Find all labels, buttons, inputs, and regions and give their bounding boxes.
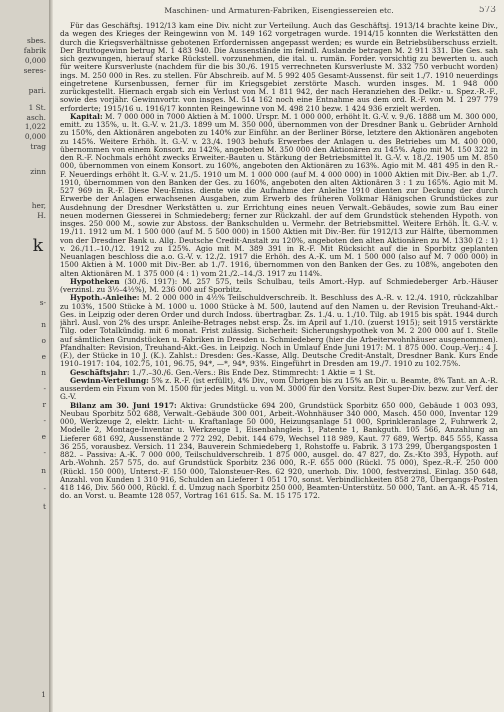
paragraph-text: M. 7 000 000 in 7000 Aktien à M. 1000. Urspr. M. 1 000 000, erhöht lt. G.-V. v. 9./6. 1888 um M. 300 000, emitt. zu 135%, u. lt. G.-V. v. 21./3. 1899 um M. 350 000, übernommen von der Dresdner Bank u. Gebrüder Arnhold zu 150%, den Aktionären angeboten zu 140% zur Einführ. an der Berliner Börse, letztere den Aktionären angeboten zu 145%. Weitere Erhöh. lt. G.-V. v. 23./4. 1903 behufs Erwerbes der Anlagen u. des Betriebes um M. 400 000, übernommen von einem Konsort. zu 142%, angeboten M. 350 000 den Aktionären zu 145%. Agio mit M. 150 322 in den R.-F. Nochmals erhöht zwecks Erweiter.-Bauten u. Stärkung der Betriebsmittel lt. G.-V. v. 18./2. 1905 um M. 850 000, übernommen von einem Konsort. zu 160%, angeboten den Aktionären zu 163%. Agio mit M. 481 495 in den R.-F. Neuerdings erhöht lt. G.-V. v. 21./5. 1910 um M. 1 000 000 (auf M. 4 000 000) in 1000 Aktien mit Div.-Ber. ab 1./7. 1910, übernommen von den Banken der Ges. zu 160%, angeboten den alten Aktionären 3 : 1 zu 165%. Agio mit M. 527 969 in R.-F. Diese Neu-Emiss. diente wie die Aufnahme der Anleihe 1910 dienten zur Deckung der durch Erwerbe der Anlagen erwachsenen Ausgaben, zum Erwerb des früheren Volkmar Hänigschen Grundstückes zur Ausdehnung der Dresdner Werkstätten u. zur Errichtung eines neuen Verwalt.-Gebäudes, sowie zum Bau einer neuen modernen Giesserei in Schmiedeberg; ferner zur Rückzahl. der auf dem Grundstück stehenden Hypoth. von insges. 250 000 M., sowie zur Abstoss. der Bankschulden u. Vermehr. der Betriebsmittel. Weitere Erhöh. lt. G.-V. v. 19./11. 1912 um M. 1 500 000 (auf M. 5 500 000) in 1500 Aktien mit Div.-Ber. für 1912/13 zur Hälfte, übernommen von der Dresdner Bank u. Allg. Deutsche Credit-Anstalt zu 120%, angeboten den alten Aktionären zu M. 1330 (2 : 1) v. 26./11.–10./12. 1912 zu 125%. Agio mit M. 389 391 in R.-F. Mit Rücksicht auf die in Sporbitz geplanten Neuanlagen beschloss die a.o. G.-V. v. 12./2. 1917 die Erhöh. des A.-K. um M. 1 500 000 (also auf M. 7 000 000) in 1500 Aktien à M. 1000 mit Div.-Ber. ab 1./7. 1916, übernommen von den Banken der Ges. zu 108%, angeboten den alten Aktionären M. 1 375 000 (4 : 1) vom 21./2.–14./3. 1917 zu 114%. — [60, 111, 498, 278]
section-label: Bilanz am 30. Juni 1917: — [70, 400, 177, 410]
paragraph-text: 1./7.–30./6. Gen.-Vers.: Bis Ende Dez. Stimmrecht: 1 Aktie = 1 St. — [131, 367, 376, 377]
paragraph-text: 5% z. R.-F. (ist erfüllt), 4% Div., vom Übrigen bis zu 15% an Dir. u. Beamte, 8% Tant. an A.-R. ausserdem ein Fixum von M. 1500 für jedes Mitgl. u. von M. 3000 für den Vorsitz. Rest Super-Div. bezw. zur Verf. der G.-V. — [60, 375, 498, 402]
paragraph-text: M. 2 000 000 in 4½% Teilschuldverschreib. lt. Beschluss des A.-R. v. 12./4. 1910, rückzahlbar zu 103%, 1500 Stücke à M. 1000 u. 1000 Stücke à M. 500, lautend auf den Namen u. der Revision Treuhand-Akt.-Ges. in Leipzig oder deren Order und durch Indoss. übertragbar. Zs. 1./4. u. 1./10. Tilg. ab 1915 bis spät. 1944 durch jährl. Ausl. von 2% des urspr. Anleihe-Betrages nebst ersp. Zs. im April auf 1./10. (zuerst 1915); seit 1915 verstärkte Tilg. oder Totalkündig. mit 6 monat. Frist zulässig. Sicherheit: Sicherungshypothek von M. 2 200 000 auf 1. Stelle auf sämtlichen Grundstücken u. Fabriken in Dresden u. Schmiedeberg (hier die Arbeiterwohnhäuser ausgenommen). Pfandhalter: Revision, Treuhand-Akt.-Ges. in Leipzig. Noch in Umlauf Ende Juni 1917: M. 1 875 000. Coup.-Verj.: 4 J. (F.), der Stücke in 10 J. (K.). Zahlst.: Dresden: Ges.-Kasse, Allg. Deutsche Credit-Anstalt, Dresdner Bank. Kurs Ende 1910–1917: 104, 102.75, 101, 96.75, 94*, —*, 94*, 93%. Eingeführt in Dresden am 19./7. 1910 zu 102.75%. — [60, 293, 498, 369]
section-label: Hypotheken — [70, 276, 120, 286]
previous-page-margin — [0, 0, 50, 712]
margin-fragment: t — [43, 502, 46, 511]
paragraph-text: Aktiva: Grundstücke 694 200, Grundstück Sporbitz 650 000, Gebäude 1 003 093, Neubau Sporbitz 502 688, Verwalt.-Gebäude 300 001, Arbeit.-Wohnhäuser 340 000, Masch. 450 000, Inventar 129 000, Werkzeuge 2, elektr. Licht- u. Kraftanlage 50 000, Heizungsanlage 51 000, Sprinkleranlage 2, Fuhrwerk 2, Modelle 2, Montage-Inventar u. Werkzeuge 1, Eisenbahngleis 1, Patente 1, Bankguth. 105 566, Anzahlung an Lieferer 681 692, Aussenstände 2 772 292, Debit. 144 679, Wechsel 118 989, Kaut. 77 689, Wertp. 845 555, Kassa 36 255, vorausbez. Versich. 11 234, Bauverein Schmiedeberg 1, Rohstoffe u. Fabrik. 3 173 299, Übergangsposten 1 882. – Passiva: A.-K. 7 000 000, Teilschuldverschreib. 1 875 000, ausgel. do. 47 827, do. Zs.-Kto 393, Hypoth. auf Arb.-Wohnh. 257 575, do. auf Grundstück Sporbitz 236 000, R.-F. 655 000 (Rückl. 75 000), Spez.-R.-F. 250 000 (Rückl. 150 000), Unterst.-F. 150 000, Talonsteuer-Res. 62 920, unerhob. Div. 1000, festverzinsl. Einlag. 350 648, Anzahl. von Kunden 1 310 916, Schulden an Lieferer 1 051 170, sonst. Verbindlichkeiten 858 278, Übergangs-Posten 418 146, Div. 560 000, Rückl. f. d. Umzug nach Sporbitz 250 000, Beamten-Unterstütz. 50 000, Tant. an A.-R. 45 714, do. an Vorst. u. Beamte 128 057, Vortrag 161 615. Sa. M. 15 175 172. — [60, 400, 498, 501]
body-text — [60, 22, 498, 501]
margin-fragment: 0,000 — [24, 132, 46, 141]
running-header — [60, 6, 498, 18]
margin-fragment: pari. — [28, 86, 46, 95]
paragraph-text: (30./6. 1917): M. 257 575, teils Schulbau, teils Amort.-Hyp. auf Schmiedeberger Arb.-Häuser (verzinsl. zu 3½–4½%), M. 236 000 auf Sporbitz. — [60, 276, 498, 294]
section-label: Geschäftsjahr: — [70, 367, 130, 377]
margin-fragment: her, — [31, 201, 46, 210]
section-label: Gewinn-Verteilung: — [70, 375, 149, 385]
margin-fragment: trag — [30, 142, 46, 151]
margin-fragment: 1 — [41, 690, 46, 699]
margin-fragment: - — [43, 416, 46, 425]
margin-fragment: H. — [37, 211, 46, 220]
margin-fragment: asch. — [26, 113, 46, 122]
margin-fragment: n — [41, 368, 46, 377]
paragraph-bilanz — [60, 402, 498, 501]
margin-fragment: o — [41, 336, 46, 345]
paragraph-anleihe — [60, 294, 498, 368]
paragraph-gewinn-verteilung — [60, 377, 498, 402]
margin-fragment: seres- — [23, 66, 46, 75]
margin-fragment: n — [41, 320, 46, 329]
section-label: Kapital: — [70, 111, 103, 121]
paragraph-kapital — [60, 113, 498, 278]
paragraph-hypotheken — [60, 278, 498, 295]
margin-fragment: - — [43, 384, 46, 393]
margin-fragment: zinn — [30, 167, 46, 176]
page-fold — [49, 0, 53, 712]
margin-fragment: - — [43, 448, 46, 457]
margin-fragment: 1 St. — [28, 103, 46, 112]
page-number: 573 — [478, 6, 496, 15]
header-title: Maschinen- und Armaturen-Fabriken, Eisengiessereien etc. — [164, 6, 394, 15]
margin-fragment: 0,000 — [24, 56, 46, 65]
margin-fragment: 1,022 — [24, 122, 46, 131]
margin-fragment: n — [41, 466, 46, 475]
margin-fragment: - — [43, 484, 46, 493]
margin-fragment: e — [41, 352, 46, 361]
margin-fragment: sbes. — [26, 36, 46, 45]
margin-fragment: s- — [39, 298, 46, 307]
margin-fragment: fabrik — [23, 46, 46, 55]
margin-fragment: e — [41, 432, 46, 441]
section-label: Hypoth.-Anleihe: — [70, 293, 140, 303]
paragraph-business-history: Für das Geschäftsj. 1912/13 kam eine Div. nicht zur Verteilung. Auch das Geschäftsj. 1913/14 brachte keine Div., da wegen des Krieges der Reingewinn von M. 149 162 vorgetragen wurde. 1914/15 konnten die Werkstätten den durch die Kriegsverhältnisse gebotenen Erfordernissen angepasst werden; es wurde ein Betriebsüberschuss erzielt. Der Bruttogewinn betrug M. 1 483 940. Die Aussenstände im feindl. Auslande betragen M. 2 911 331. Die Ges. sah sich gezwungen, hierauf starke Rückstell. vorzunehmen, die ital. u. rumän. Forder. vorsichtig zu bewerten u. auch für weitere Kursverluste (nachdem für die bis 30./6. 1915 verrechneten Kursverluste M. 332 750 verbucht worden) ings. M. 250 000 in Res. zu stellen. Für Abschreib. auf M. 5 992 405 Gesamt-Aussenst. für seit 1./7. 1910 neuerdings eingetretene Kursenbussen, ferner für im Kriegsgebiet zerstörte Masch. wurden insges. M. 1 948 000 zurückgestellt. Hiernach ergab sich ein Verlust von M. 1 811 942, der nach Heranziehen des Delkr.- u. Spez.-R.-F., sowie des vorjähr. Gewinnvortr. von insges. M. 514 162 noch eine Entnahme aus dem ord. R.-F. von M. 1 297 779 erforderte; 1915/16 u. 1916/17 konnten Reingewinne von M. 498 210 bezw. 1 424 936 erzielt werden. — [60, 21, 498, 113]
margin-fragment: k — [32, 236, 43, 256]
document-page — [60, 6, 498, 706]
margin-fragment: r — [42, 400, 46, 409]
